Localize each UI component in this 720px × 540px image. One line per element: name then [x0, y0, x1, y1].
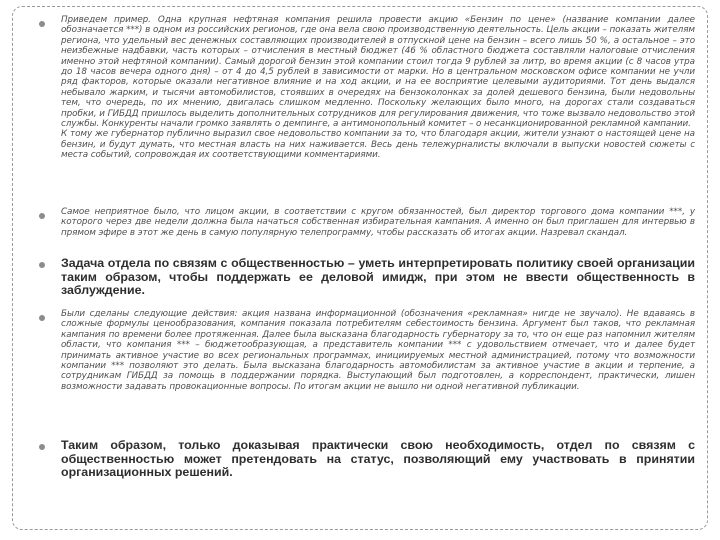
paragraph-director-interview: Самое неприятное было, что лицом акции, в соответствии с кругом обязанностей, был директор торгового дома компании ***, у которого через две недели должна была начаться собственная избирательная кампания. А именно он был приглашен для интервью в прямом эфире в этот же день в самую популярную телепрограмму, чтобы рассказать об итогах акции. Назревал скандал. — [61, 207, 695, 238]
paragraph-block — [61, 207, 695, 238]
paragraph-block — [61, 309, 695, 392]
bullet-dot-icon — [39, 21, 45, 27]
paragraph-pr-task: Задача отдела по связям с общественностью – уметь интерпретировать политику своей организации таким образом, чтобы поддержать ее деловой имидж, при этом не ввести общественность в заблуждение. — [61, 256, 695, 298]
paragraph-governor-reaction: К тому же губернатор публично выразил свое недовольство компании за то, что благодаря акции, жители узнают о настоящей цене на бензин, и будут думать, что местная власть на них наживается. Весь день тележурналисты включали в выпуски новостей сюжеты с места событий, сопровождая их соответствующими комментариями. — [61, 129, 695, 161]
bullet-dot-icon — [39, 213, 45, 219]
paragraph-block — [61, 257, 695, 298]
bullet-dot-icon — [39, 315, 45, 321]
paragraph-block — [61, 15, 695, 161]
bullet-dot-icon — [39, 262, 45, 268]
paragraph-actions-taken: Были сделаны следующие действия: акция названа информационной (обозначения «рекламная» нигде не звучало). Не вдаваясь в сложные формулы ценообразования, компания показала потребителям себестоимость бензина. Аргумент был таков, что рекламная кампания по времени более протяженная. Далее была высказана благодарность губернатору за то, что он еще раз напомнил жителям области, что компания *** – бюджетообразующая, а представитель компании *** с удовольствием отмечает, что и далее будет принимать активное участие во всех региональных программах, инициируемых местной администрацией, потому что возможности компании *** позволяют это делать. Была высказана благодарность автомобилистам за активное участие в акции и терпение, а сотрудникам ГИБДД за помощь в поддержании порядка. Выступающий был подготовлен, а корреспондент, практически, лишен возможности задавать провокационные вопросы. По итогам акции не вышло ни одной негативной публикации. — [61, 309, 695, 392]
slide — [12, 6, 708, 530]
paragraph-conclusion: Таким образом, только доказывая практически свою необходимость, отдел по связям с общественностью может претендовать на статус, позволяющий ему участвовать в принятии организационных решений. — [61, 438, 695, 480]
paragraph-block — [61, 439, 695, 480]
bullet-dot-icon — [39, 444, 45, 450]
paragraph-example-story: Приведем пример. Одна крупная нефтяная компания решила провести акцию «Бензин по цене» (название компании далее обозначается ***) в одном из российских регионов, где она вела свою производственную деятельность. Цель акции – показать жителям региона, что удельный вес денежных составляющих производителей в отпускной цене на бензин – всего лишь 50 %, а остальное – это неизбежные надбавки, часть которых – отчисления в местный бюджет (46 % областного бюджета составляли налоговые отчисления именно этой нефтяной компании). Самый дорогой бензин этой компании стоил тогда 9 рублей за литр, во время акции (с 8 часов утра до 18 часов вечера одного дня) – от 4 до 4,5 рублей в зависимости от марки. Но в центральном московском офисе компании не учли ряд факторов, которые оказали негативное влияние и на ход акции, и на ее восприятие целевыми аудиториями. Тот день выдался небывало жарким, и тысячи автомобилистов, стоявших в очередях на бензоколонках за долей дешевого бензина, были недовольны тем, что очередь, по их мнению, двигалась слишком медленно. Поскольку желающих было много, на дорогах стали создаваться пробки, и ГИБДД пришлось выделить дополнительных сотрудников для регулирования движения, что тоже вызвало недовольство этой службы. Конкуренты начали громко заявлять о демпинге, а антимонопольный комитет – о несанкционированной рекламной кампании. — [61, 15, 695, 130]
